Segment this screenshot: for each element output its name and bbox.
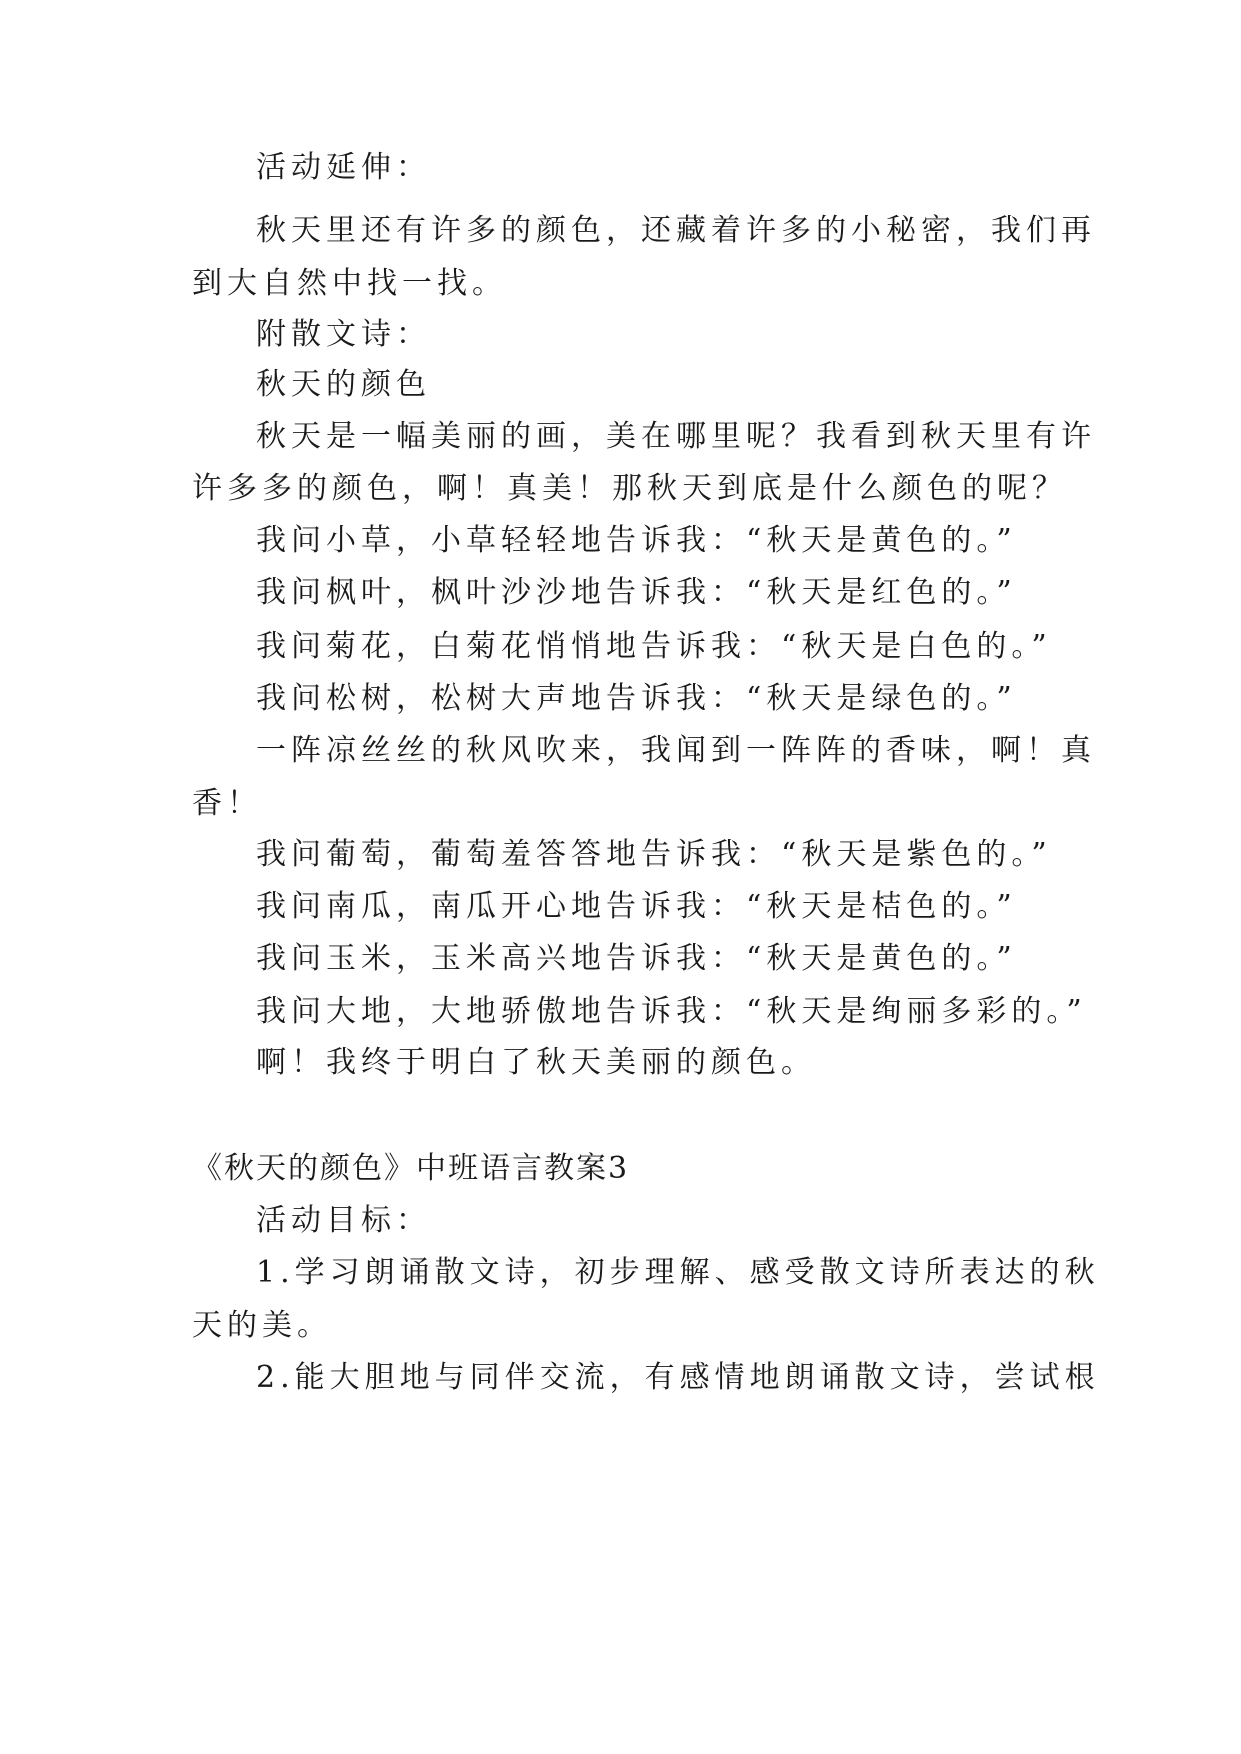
paragraph-line: 我问葡萄，葡萄羞答答地告诉我：“秋天是紫色的。” <box>256 837 1052 872</box>
paragraph-line: 我问大地，大地骄傲地告诉我：“秋天是绚丽多彩的。” <box>256 994 1087 1029</box>
paragraph-line: 活动延伸： <box>256 150 431 185</box>
paragraph-line: 我问松树，松树大声地告诉我：“秋天是绿色的。” <box>256 681 1017 716</box>
paragraph-line: 天的美。 <box>192 1308 332 1343</box>
paragraph-line: 秋天是一幅美丽的画，美在哪里呢？我看到秋天里有许 <box>256 419 1096 454</box>
paragraph-line: 我问枫叶，枫叶沙沙地告诉我：“秋天是红色的。” <box>256 575 1017 610</box>
paragraph-line: 到大自然中找一找。 <box>192 266 507 301</box>
paragraph-line: 2.能大胆地与同伴交流，有感情地朗诵散文诗，尝试根 <box>256 1360 1100 1395</box>
paragraph-line: 我问玉米，玉米高兴地告诉我：“秋天是黄色的。” <box>256 941 1017 976</box>
paragraph-line: 活动目标： <box>256 1203 431 1238</box>
paragraph-line: 附散文诗： <box>256 317 431 352</box>
paragraph-line: 香！ <box>192 786 262 821</box>
paragraph-line: 秋天里还有许多的颜色，还藏着许多的小秘密，我们再 <box>256 213 1096 248</box>
paragraph-line: 啊！我终于明白了秋天美丽的颜色。 <box>256 1045 816 1080</box>
section-title: 秋天的颜色 <box>256 367 431 402</box>
paragraph-line: 我问小草，小草轻轻地告诉我：“秋天是黄色的。” <box>256 523 1017 558</box>
paragraph-line: 一阵凉丝丝的秋风吹来，我闻到一阵阵的香味，啊！真 <box>256 733 1096 768</box>
paragraph-line: 我问南瓜，南瓜开心地告诉我：“秋天是桔色的。” <box>256 889 1017 924</box>
section-heading: 《秋天的颜色》中班语言教案3 <box>192 1151 630 1186</box>
paragraph-line: 我问菊花，白菊花悄悄地告诉我：“秋天是白色的。” <box>256 629 1052 664</box>
paragraph-line: 许多多的颜色，啊！真美！那秋天到底是什么颜色的呢？ <box>192 471 1067 506</box>
paragraph-line: 1.学习朗诵散文诗，初步理解、感受散文诗所表达的秋 <box>256 1255 1100 1290</box>
